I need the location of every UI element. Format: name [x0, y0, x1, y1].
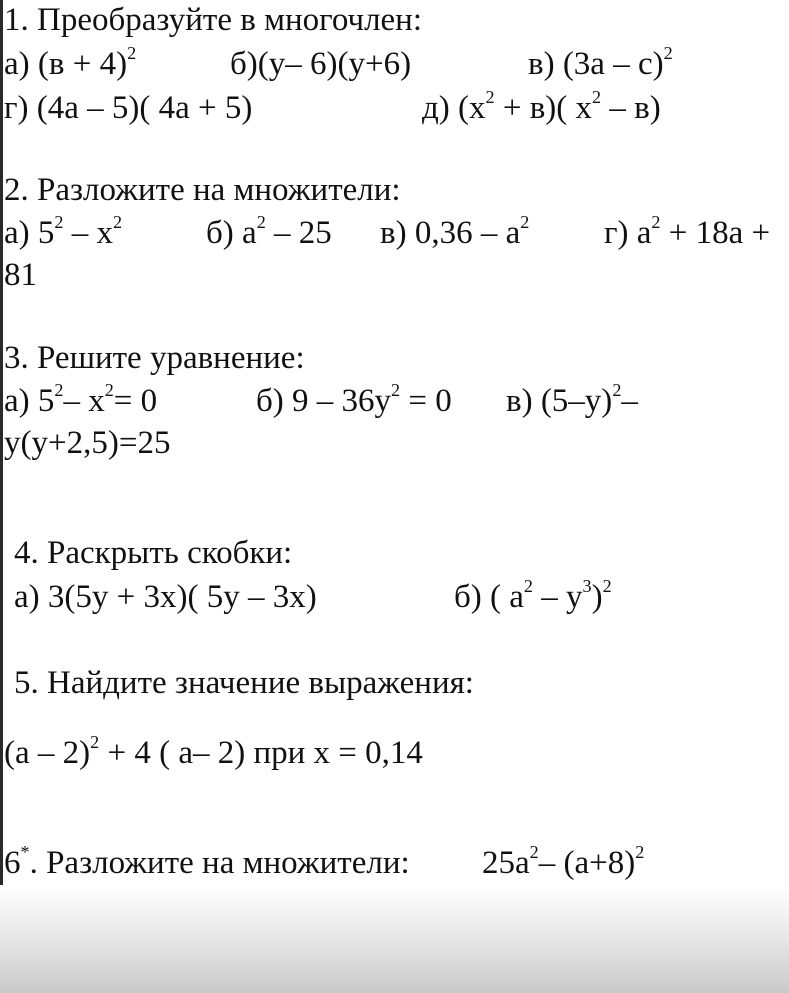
task-4-item-a: а) 3(5у + 3х)( 5у – 3х) [14, 579, 317, 615]
task-1-item-g: г) (4а – 5)( 4а + 5) [4, 90, 253, 126]
task-2-item-g: г) $а^2 + 18а$ + [604, 212, 771, 251]
task-6-title: 6*. Разложите на множители: [4, 842, 410, 881]
task-1-item-b: б)(у– 6)(у+6) [230, 46, 412, 82]
task-2-item-a: а) $5^2 - х^2$ [4, 212, 123, 251]
task-3-item-a: а) $5^2-$ $х^2= 0$ [4, 380, 158, 419]
bottom-shadow [0, 885, 789, 993]
task-4-item-b: б) ( $а^2 - у^3)^2$ [454, 576, 612, 615]
task-2-item-c: в) $0,36 - а^2$ [380, 212, 530, 251]
task-2-title: 2. Разложите на множители: [4, 172, 401, 208]
task-2-item-b: б) $а^2 - 25$ [206, 212, 332, 251]
task-3-continuation: у(у+2,5)=25 [4, 425, 171, 461]
task-1-item-c: в) (3а – с)$^2$ [528, 43, 673, 82]
task-5-title: 5. Найдите значение выражения: [14, 665, 474, 701]
task-6-star: * [20, 842, 30, 863]
task-3-item-c: в) $(5-у)^2-$ [506, 380, 638, 419]
task-4-title: 4. Раскрыть скобки: [14, 535, 293, 571]
page-left-border [0, 0, 3, 993]
task-5-expression: (а – 2)$^2$ + 4 ( а– 2) при х = 0,14 [4, 732, 423, 771]
task-1-item-d: д) $(х^2 + в)$( $х^2 - в$) [422, 87, 661, 126]
task-1-item-a: а) $(в + 4)^2$ [4, 43, 137, 82]
task-3-title: 3. Решите уравнение: [4, 340, 305, 376]
task-2-continuation: 81 [4, 257, 37, 293]
task-3-item-b: б) $9 - 36у^2 = 0$ [256, 380, 452, 419]
task-1-title: 1. Преобразуйте в многочлен: [4, 2, 423, 38]
task-6-expression: $25а^2-$ $(а+8)^2$ [482, 842, 645, 881]
